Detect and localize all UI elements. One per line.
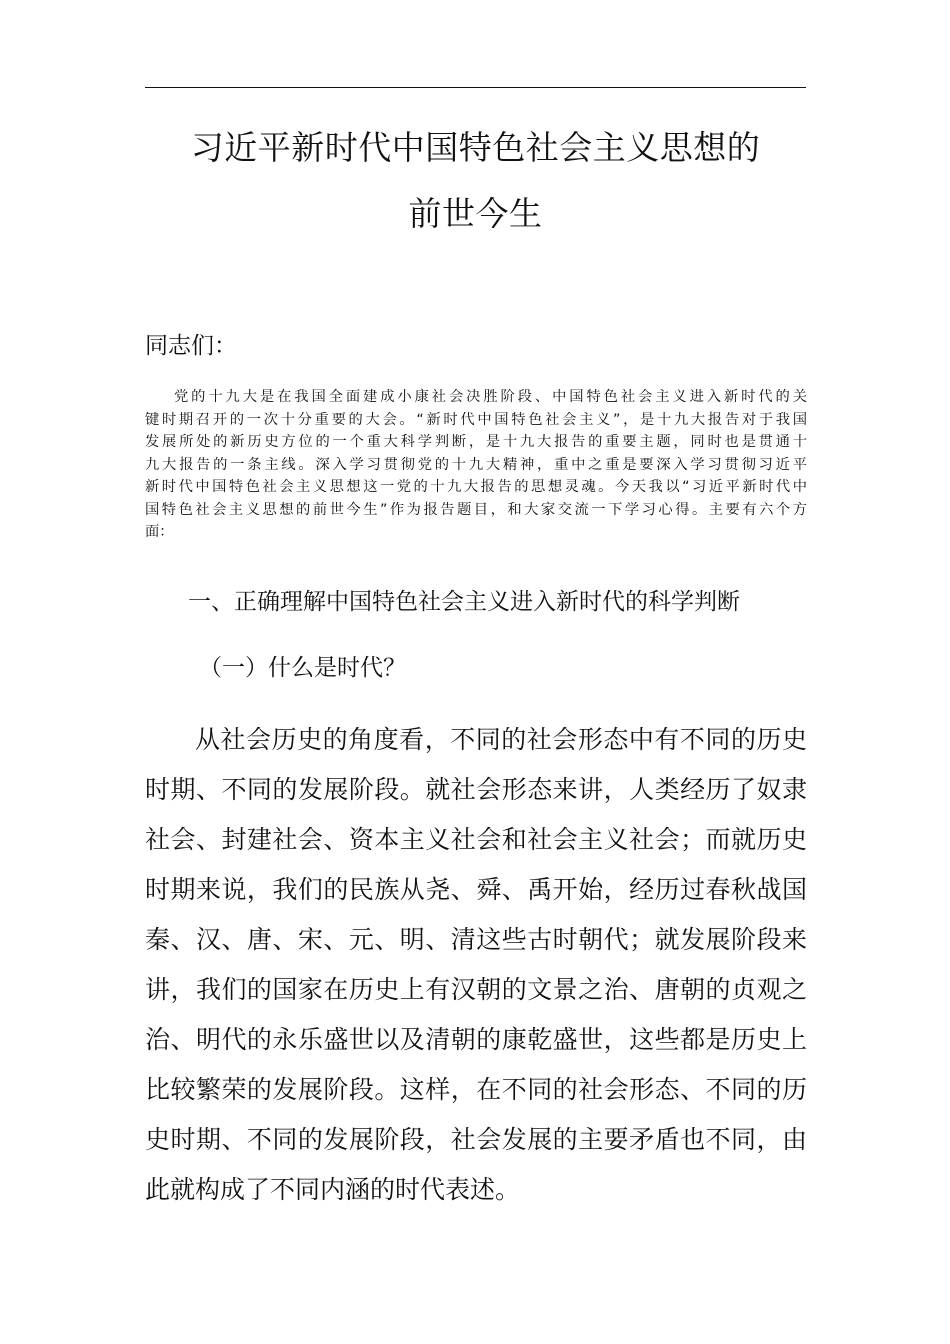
salutation: 同志们： [145, 333, 237, 359]
title-line-2: 前世今生 [408, 194, 543, 233]
body-line: 秦、汉、唐、宋、元、明、清这些古时朝代；就发展阶段来 [145, 925, 807, 954]
intro-line: 新时代中国特色社会主义思想这一党的十九大报告的思想灵魂。今天我以“习近平新时代中 [145, 479, 807, 495]
body-line: 时期来说，我们的民族从尧、舜、禹开始，经历过春秋战国 [145, 875, 807, 904]
intro-line: 九大报告的一条主线。深入学习贯彻党的十九大精神，重中之重是要深入学习贯彻习近平 [145, 456, 807, 473]
body-line: 从社会历史的角度看，不同的社会形态中有不同的历史 [195, 725, 807, 754]
header-rule [145, 87, 806, 88]
intro-line: 键时期召开的一次十分重要的大会。“新时代中国特色社会主义”，是十九大报告对于我国 [145, 411, 807, 428]
body-line: 时期、不同的发展阶段。就社会形态来讲，人类经历了奴隶 [145, 775, 807, 804]
body-line: 此就构成了不同内涵的时代表述。 [145, 1175, 521, 1204]
intro-line: 党的十九大是在我国全面建成小康社会决胜阶段、中国特色社会主义进入新时代的关 [174, 389, 807, 405]
body-line: 讲，我们的国家在历史上有汉朝的文景之治、唐朝的贞观之 [145, 975, 807, 1004]
section-heading: 一、正确理解中国特色社会主义进入新时代的科学判断 [188, 589, 740, 615]
body-line: 治、明代的永乐盛世以及清朝的康乾盛世，这些都是历史上 [145, 1025, 807, 1054]
intro-line: 面： [145, 524, 174, 540]
title-line-1: 习近平新时代中国特色社会主义思想的 [190, 128, 761, 167]
intro-paragraph [145, 386, 807, 544]
body-line: 社会、封建社会、资本主义社会和社会主义社会；而就历史 [145, 825, 807, 854]
sub-heading: （一）什么是时代？ [199, 655, 406, 681]
body-line: 史时期、不同的发展阶段，社会发展的主要矛盾也不同，由 [145, 1125, 807, 1154]
body-paragraph [145, 715, 807, 1215]
intro-line: 发展所处的新历史方位的一个重大科学判断，是十九大报告的重要主题，同时也是贯通十 [145, 434, 807, 450]
body-line: 比较繁荣的发展阶段。这样，在不同的社会形态、不同的历 [145, 1075, 807, 1104]
intro-line: 国特色社会主义思想的前世今生”作为报告题目，和大家交流一下学习心得。主要有六个方 [145, 501, 807, 518]
